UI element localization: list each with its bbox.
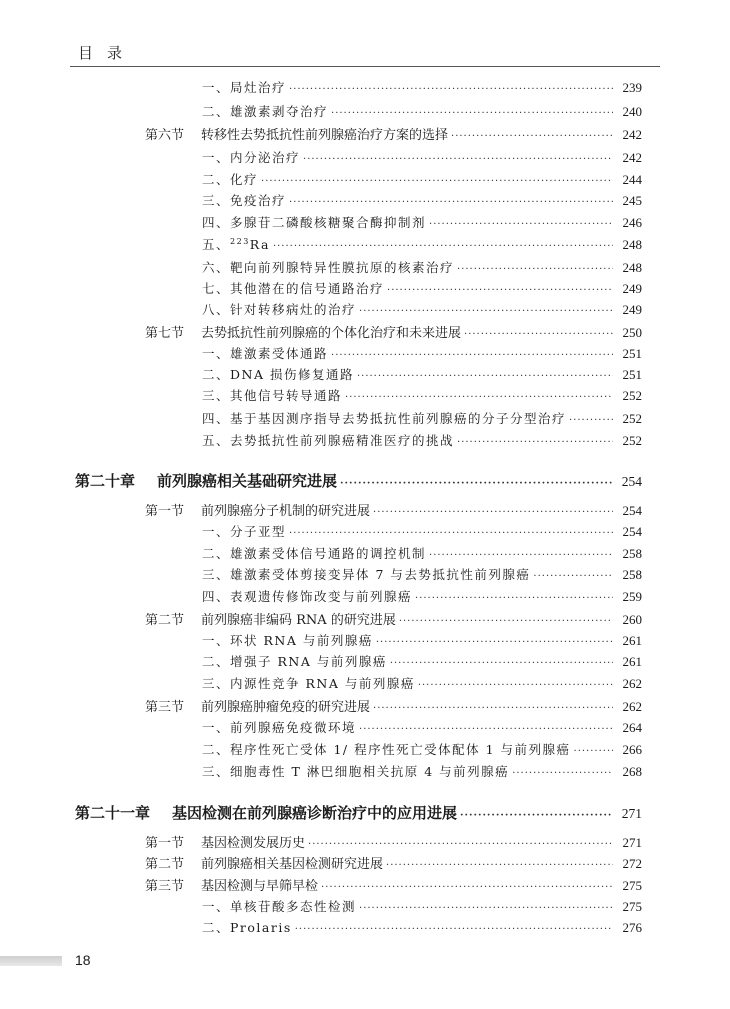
toc-section-row[interactable] [145,500,642,520]
toc-item-row[interactable] [202,631,642,651]
toc-dot-leader [457,264,613,275]
toc-dot-leader [451,131,613,142]
footer-page-number: 18 [75,952,91,968]
toc-item-row[interactable] [202,102,642,122]
toc-entry-label: 前列腺癌分子机制的研究进展 [201,504,371,519]
toc-item-row[interactable] [202,235,642,255]
toc-dot-leader [261,176,613,187]
toc-item-row[interactable] [202,674,642,694]
toc-chapter-row[interactable] [75,802,642,826]
toc-entry-number: 第三节 [145,879,185,894]
toc-dot-leader [415,593,613,604]
toc-dot-leader [273,241,613,252]
toc-entry-label: 三、其他信号转导通路 [202,388,343,403]
toc-entry-label: 前列腺癌相关基础研究进展 [157,472,338,490]
toc-entry-title [202,279,384,297]
toc-entry-title [202,409,566,427]
toc-page-number: 252 [622,388,642,403]
toc-entry-number: 第一节 [145,836,185,851]
toc-entry-label: 前列腺癌相关基因检测研究进展 [201,857,384,872]
toc-entry-title [145,696,370,715]
toc-item-row[interactable] [202,918,642,938]
toc-entry-title [145,853,383,872]
toc-entry-label-tail: Ra [249,237,270,252]
toc-page-number: 264 [622,720,642,735]
toc-page-number: 254 [622,503,642,518]
toc-page-number: 261 [622,654,642,669]
toc-entry-label: 去势抵抗性前列腺癌的个体化治疗和未来进展 [201,326,462,341]
toc-dot-leader [429,219,613,230]
toc-dot-leader [331,108,613,119]
toc-page-number: 268 [622,764,642,779]
toc-page-number: 239 [622,80,642,95]
toc-dot-leader [289,84,613,95]
toc-entry-label: 二、DNA 损伤修复通路 [202,367,354,382]
toc-entry-label: 基因检测发展历史 [201,836,306,851]
toc-item-row[interactable] [202,213,642,233]
toc-entry-label: 八、针对转移病灶的治疗 [202,302,357,317]
toc-entry-label: 二、增强子 RNA 与前列腺癌 [202,654,387,669]
toc-dot-leader [464,329,613,340]
toc-entry-label: 一、雄激素受体通路 [202,346,329,361]
toc-page-number: 262 [622,699,642,714]
toc-item-row[interactable] [202,191,642,211]
toc-dot-leader [387,285,613,296]
toc-item-row[interactable] [202,279,642,299]
toc-entry-label: 五、去势抵抗性前列腺癌精准医疗的挑战 [202,433,455,448]
toc-section-row[interactable] [145,696,642,716]
toc-entry-superscript: 223 [230,236,250,246]
toc-item-row[interactable] [202,300,642,320]
toc-page-number: 261 [622,633,642,648]
toc-entry-number: 第二节 [145,857,185,872]
toc-entry-title [202,652,387,670]
toc-page-number: 254 [621,474,642,489]
toc-dot-leader [340,478,613,489]
toc-entry-title [202,170,258,188]
toc-entry-title [202,718,356,736]
page-header-title: 目录 [78,44,137,62]
toc-entry-label: 基因检测在前列腺癌诊断治疗中的应用进展 [172,804,458,822]
toc-dot-leader [373,703,613,714]
toc-entry-label: 四、表观遗传修饰改变与前列腺癌 [202,589,413,604]
toc-entry-title [75,470,337,491]
toc-dot-leader [457,437,613,448]
toc-entry-title [202,522,286,540]
toc-page-number: 272 [622,856,642,871]
toc-page-number: 246 [622,215,642,230]
toc-dot-leader [569,415,613,426]
toc-item-row[interactable] [202,740,642,760]
toc-entry-title [202,897,356,915]
toc-entry-label: 前列腺癌肿瘤免疫的研究进展 [201,700,371,715]
toc-item-row[interactable] [202,522,642,542]
toc-page-number: 260 [622,612,642,627]
toc-item-row[interactable] [202,78,642,98]
toc-entry-title [202,213,426,231]
toc-entry-label: 三、雄激素受体剪接变异体 7 与去势抵抗性前列腺癌 [202,567,531,582]
toc-entry-title [202,918,292,936]
toc-page-number: 262 [622,676,642,691]
toc-dot-leader [533,571,613,582]
toc-page-number: 248 [622,237,642,252]
toc-dot-leader [357,371,613,382]
toc-dot-leader [359,903,613,914]
toc-entry-title [202,102,328,120]
toc-entry-label: 一、前列腺癌免疫微环境 [202,720,357,735]
toc-entry-title [145,500,370,519]
toc-dot-leader [308,839,613,850]
toc-page-number: 244 [622,172,642,187]
toc-item-row[interactable] [202,365,642,385]
toc-entry-label: 四、基于基因测序指导去势抵抗性前列腺癌的分子分型治疗 [202,411,567,426]
toc-item-row[interactable] [202,565,642,585]
toc-page-number: 249 [622,281,642,296]
toc-entry-label: 一、内分泌治疗 [202,150,301,165]
toc-entry-title [202,674,415,692]
toc-dot-leader [359,306,613,317]
toc-entry-title [202,544,426,562]
toc-entry-title [202,344,328,362]
toc-dot-leader [386,860,613,871]
toc-entry-title [145,832,305,851]
toc-entry-label: 三、免疫治疗 [202,193,287,208]
toc-item-row[interactable] [202,587,642,607]
toc-entry-number: 第二十章 [75,472,136,490]
toc-entry-title [202,148,300,166]
toc-entry-title [202,235,270,253]
toc-page-number: 276 [622,920,642,935]
toc-page-number: 240 [622,104,642,119]
toc-entry-number: 第二节 [145,613,185,628]
toc-section-row[interactable] [145,832,642,852]
toc-section-row[interactable] [145,124,642,144]
toc-entry-label: 三、细胞毒性 T 淋巴细胞相关抗原 4 与前列腺癌 [202,764,510,779]
toc-page-number: 248 [622,260,642,275]
toc-entry-title [202,762,509,780]
toc-item-row[interactable] [202,897,642,917]
toc-entry-title [145,609,396,628]
toc-page-number: 251 [622,367,642,382]
toc-entry-label: 一、局灶治疗 [202,80,287,95]
toc-item-row[interactable] [202,718,642,738]
toc-dot-leader [295,924,613,935]
toc-dot-leader [390,658,613,669]
toc-entry-number: 第六节 [145,128,185,143]
toc-page-number: 242 [622,127,642,142]
toc-entry-label: 三、内源性竞争 RNA 与前列腺癌 [202,676,415,691]
toc-entry-title [202,386,342,404]
toc-entry-label: 二、雄激素受体信号通路的调控机制 [202,546,427,561]
toc-entry-title [202,365,354,383]
toc-page-number: 271 [621,806,642,821]
toc-entry-label: 七、其他潜在的信号通路治疗 [202,281,385,296]
toc-dot-leader [289,528,613,539]
toc-entry-title [202,431,454,449]
toc-chapter-row[interactable] [75,470,642,494]
toc-entry-title [145,322,461,341]
toc-page-number: 250 [622,325,642,340]
toc-entry-label: 一、单核苷酸多态性检测 [202,899,357,914]
toc-dot-leader [429,550,613,561]
toc-entry-label: 二、Prolaris [202,920,292,935]
toc-entry-number: 第二十一章 [75,804,151,822]
toc-item-row[interactable] [202,409,642,429]
toc-entry-label: 二、雄激素剥夺治疗 [202,104,329,119]
toc-page-number: 242 [622,150,642,165]
toc-dot-leader [574,746,613,757]
toc-entry-label: 二、程序性死亡受体 1/ 程序性死亡受体配体 1 与前列腺癌 [202,742,571,757]
toc-page-number: 252 [622,411,642,426]
toc-entry-label: 转移性去势抵抗性前列腺癌治疗方案的选择 [201,128,449,143]
toc-dot-leader [399,616,613,627]
toc-entry-title [202,78,286,96]
toc-page-number: 258 [622,567,642,582]
toc-entry-label: 前列腺癌非编码 RNA 的研究进展 [201,613,396,628]
header-rule [70,66,660,67]
toc-item-row[interactable] [202,148,642,168]
toc-entry-title [202,191,286,209]
toc-item-row[interactable] [202,170,642,190]
toc-page-number: 254 [622,524,642,539]
toc-entry-label: 四、多腺苷二磷酸核糖聚合酶抑制剂 [202,215,427,230]
toc-section-row[interactable] [145,853,642,873]
toc-entry-title [202,631,373,649]
toc-dot-leader [359,724,613,735]
toc-page-number: 275 [622,899,642,914]
toc-entry-label: 六、靶向前列腺特异性膜抗原的核素治疗 [202,260,455,275]
toc-item-row[interactable] [202,258,642,278]
toc-page-number: 275 [622,878,642,893]
toc-entry-title [75,802,457,823]
toc-entry-title [202,258,454,276]
toc-entry-title [202,587,412,605]
toc-page-number: 249 [622,302,642,317]
toc-dot-leader [512,768,613,779]
toc-entry-number: 第一节 [145,504,185,519]
toc-entry-title [145,875,318,894]
toc-page-number: 259 [622,589,642,604]
toc-dot-leader [460,810,613,821]
toc-page-number: 251 [622,346,642,361]
toc-item-row[interactable] [202,431,642,451]
toc-page-number: 252 [622,433,642,448]
toc-page-number: 245 [622,193,642,208]
toc-dot-leader [303,154,613,165]
toc-entry-label: 一、环状 RNA 与前列腺癌 [202,633,373,648]
toc-entry-label: 一、分子亚型 [202,524,287,539]
toc-entry-label: 二、化疗 [202,172,259,187]
toc-section-row[interactable] [145,322,642,342]
toc-entry-title [202,300,356,318]
toc-item-row[interactable] [202,652,642,672]
toc-dot-leader [331,350,613,361]
toc-item-row[interactable] [202,544,642,564]
toc-entry-label: 五、 [202,237,231,252]
toc-dot-leader [418,680,613,691]
toc-dot-leader [373,507,613,518]
toc-entry-number: 第三节 [145,700,185,715]
toc-item-row[interactable] [202,762,642,782]
toc-item-row[interactable] [202,344,642,364]
toc-section-row[interactable] [145,875,642,895]
toc-dot-leader [345,392,613,403]
toc-entry-label: 基因检测与早筛早检 [201,879,319,894]
toc-item-row[interactable] [202,386,642,406]
toc-section-row[interactable] [145,609,642,629]
footer-bar [0,956,62,966]
toc-dot-leader [289,197,613,208]
toc-entry-title [145,124,448,143]
toc-page-number: 258 [622,546,642,561]
toc-page-number: 266 [622,742,642,757]
toc-entry-title [202,565,530,583]
toc-entry-number: 第七节 [145,326,185,341]
toc-dot-leader [321,882,613,893]
toc-entry-title [202,740,571,758]
toc-page-number: 271 [622,835,642,850]
toc-dot-leader [376,637,613,648]
